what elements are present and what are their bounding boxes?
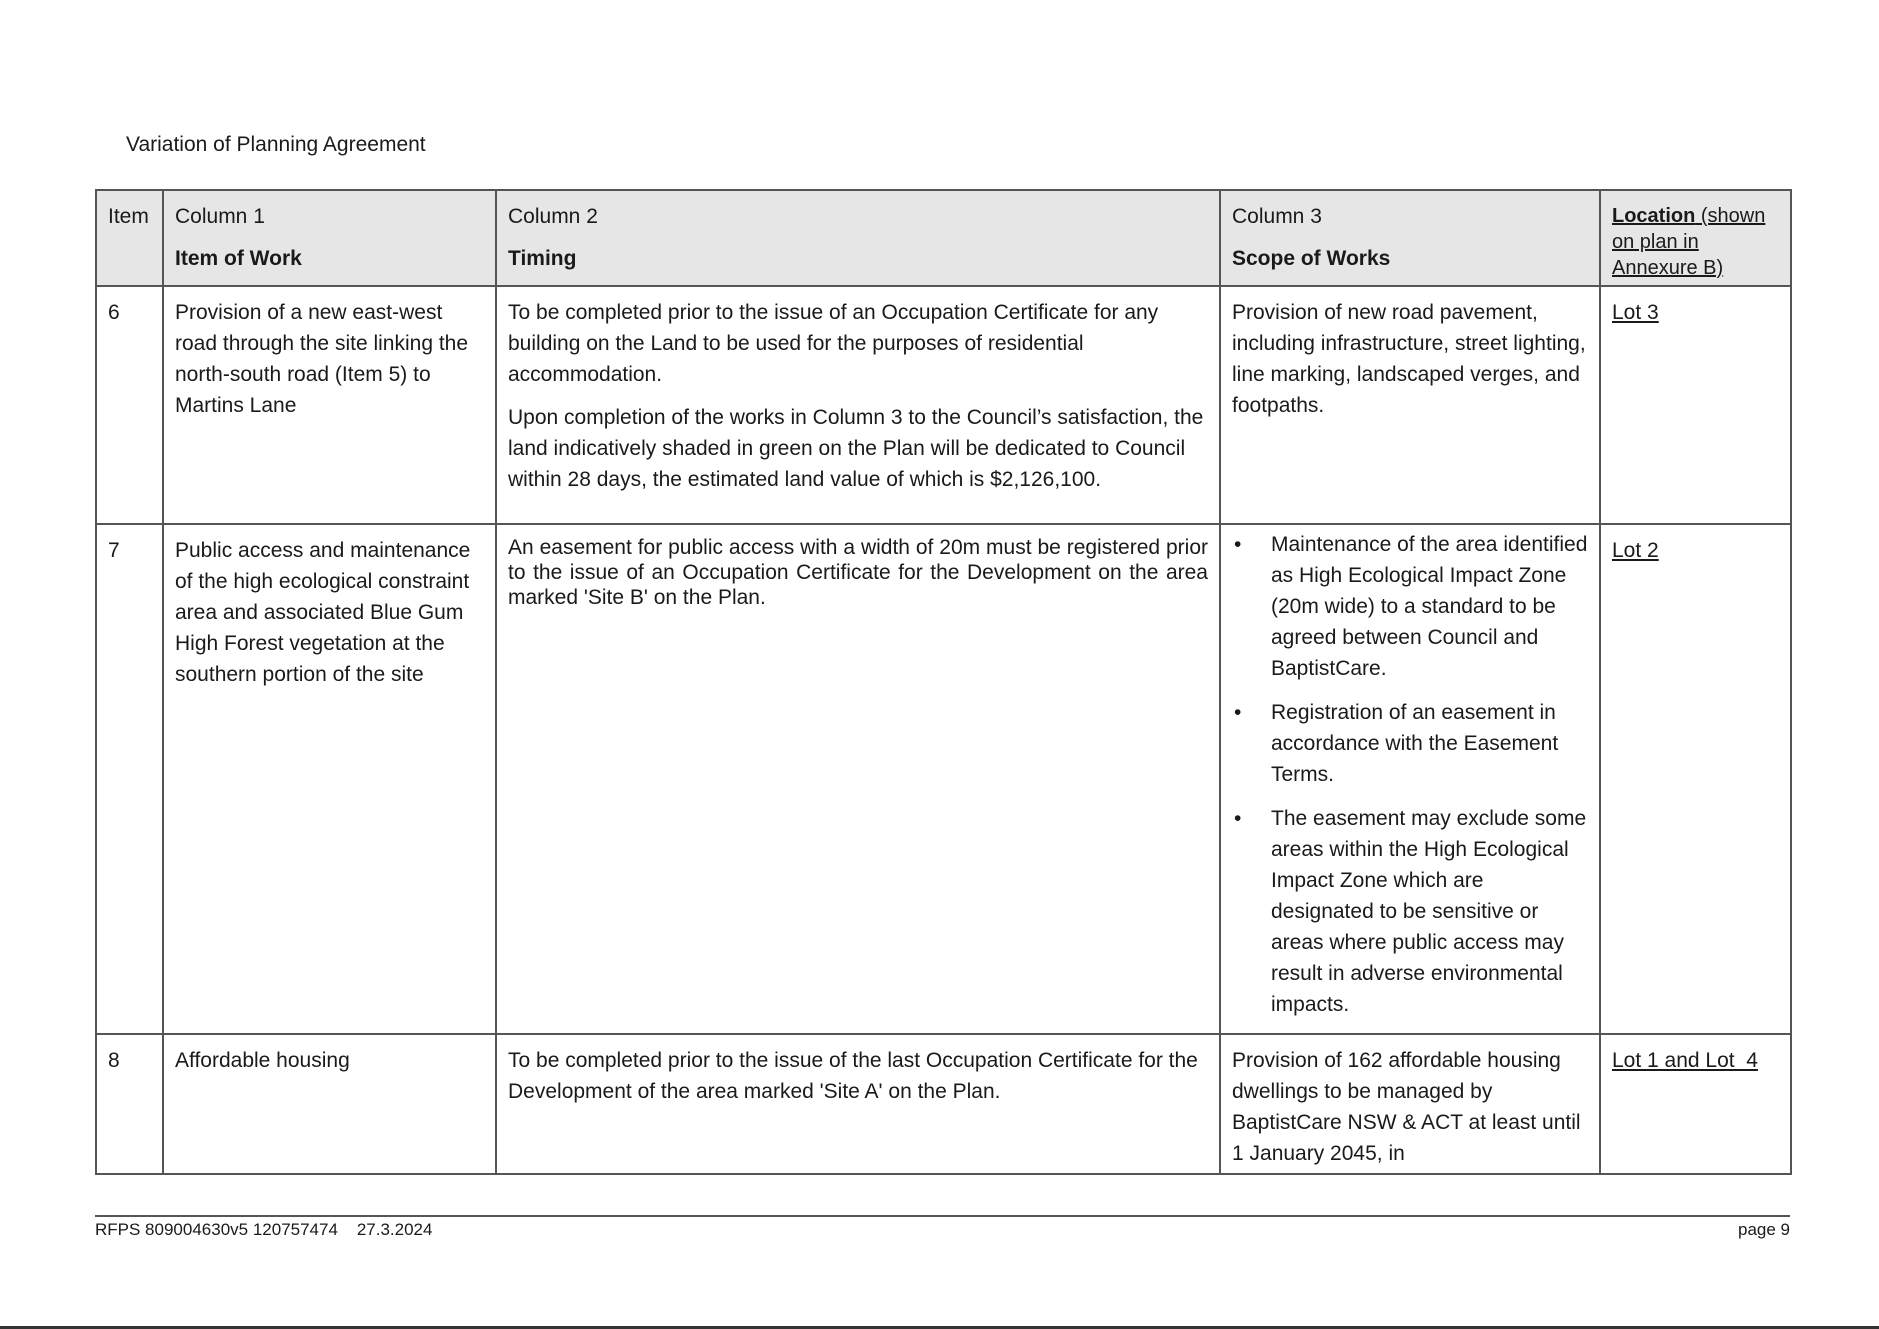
timing-paragraph: To be completed prior to the issue of the last Occupation Certificate for the Development of the area marked 'Site A' on the Plan. — [508, 1049, 1198, 1103]
timing-cell — [496, 524, 1220, 1034]
document-title: Variation of Planning Agreement — [126, 133, 426, 156]
item-of-work: Affordable housing — [163, 1034, 496, 1174]
page-number: page 9 — [1738, 1220, 1790, 1239]
header-location: Location (shown on plan in Annexure B) — [1600, 190, 1791, 286]
footer-reference: RFPS 809004630v5 120757474 27.3.2024 — [95, 1220, 433, 1239]
works-table — [95, 189, 1792, 1175]
timing-paragraph: Upon completion of the works in Column 3 to the Council’s satisfaction, the land indicatively shaded in green on the Plan will be dedicated to Council within 28 days, the estimated land value of which is $2,126,100. — [508, 406, 1204, 491]
timing-paragraph: To be completed prior to the issue of an Occupation Certificate for any building on the Land to be used for the purposes of residential accommodation. — [508, 301, 1159, 386]
scope-bullet-list — [1232, 529, 1588, 1020]
timing-cell — [496, 1034, 1220, 1174]
item-number: 6 — [96, 286, 163, 524]
header-column-3: Column 3 Scope of Works — [1220, 190, 1600, 286]
scope-bullet: • Maintenance of the area identified as High Ecological Impact Zone (20m wide) to a standard to be agreed between Council and BaptistCare. — [1232, 529, 1588, 684]
scope-cell: Provision of new road pavement, including infrastructure, street lighting, line marking, landscaped verges, and footpaths. — [1220, 286, 1600, 524]
scope-cell — [1220, 524, 1600, 1034]
item-number: 8 — [96, 1034, 163, 1174]
location-link: Lot 3 — [1612, 301, 1659, 324]
location-cell — [1600, 1034, 1791, 1174]
footer-divider — [95, 1215, 1790, 1217]
location-cell — [1600, 286, 1791, 524]
header-column-2: Column 2 Timing — [496, 190, 1220, 286]
item-of-work: Public access and maintenance of the high ecological constraint area and associated Blue Gum High Forest vegetation at the southern portion of the site — [163, 524, 496, 1034]
scope-bullet: • The easement may exclude some areas within the High Ecological Impact Zone which are designated to be sensitive or areas where public access may result in adverse environmental impacts. — [1232, 803, 1588, 1020]
location-link: Lot 2 — [1612, 539, 1659, 562]
timing-paragraph: An easement for public access with a width of 20m must be registered prior to the issue of an Occupation Certificate for the Development on the area marked 'Site B' on the Plan. — [508, 536, 1208, 609]
timing-cell — [496, 286, 1220, 524]
location-cell — [1600, 524, 1791, 1034]
table-row — [96, 524, 1791, 1034]
scope-cell: Provision of 162 affordable housing dwellings to be managed by BaptistCare NSW & ACT at least until 1 January 2045, in — [1220, 1034, 1600, 1174]
table-row — [96, 286, 1791, 524]
location-link: Lot 1 and Lot 4 — [1612, 1049, 1758, 1072]
table-row — [96, 1034, 1791, 1174]
table-header-row — [96, 190, 1791, 286]
item-number: 7 — [96, 524, 163, 1034]
scope-bullet: • Registration of an easement in accordance with the Easement Terms. — [1232, 697, 1588, 790]
header-column-1: Column 1 Item of Work — [163, 190, 496, 286]
item-of-work: Provision of a new east-west road through the site linking the north-south road (Item 5) to Martins Lane — [163, 286, 496, 524]
header-item: Item — [96, 190, 163, 286]
